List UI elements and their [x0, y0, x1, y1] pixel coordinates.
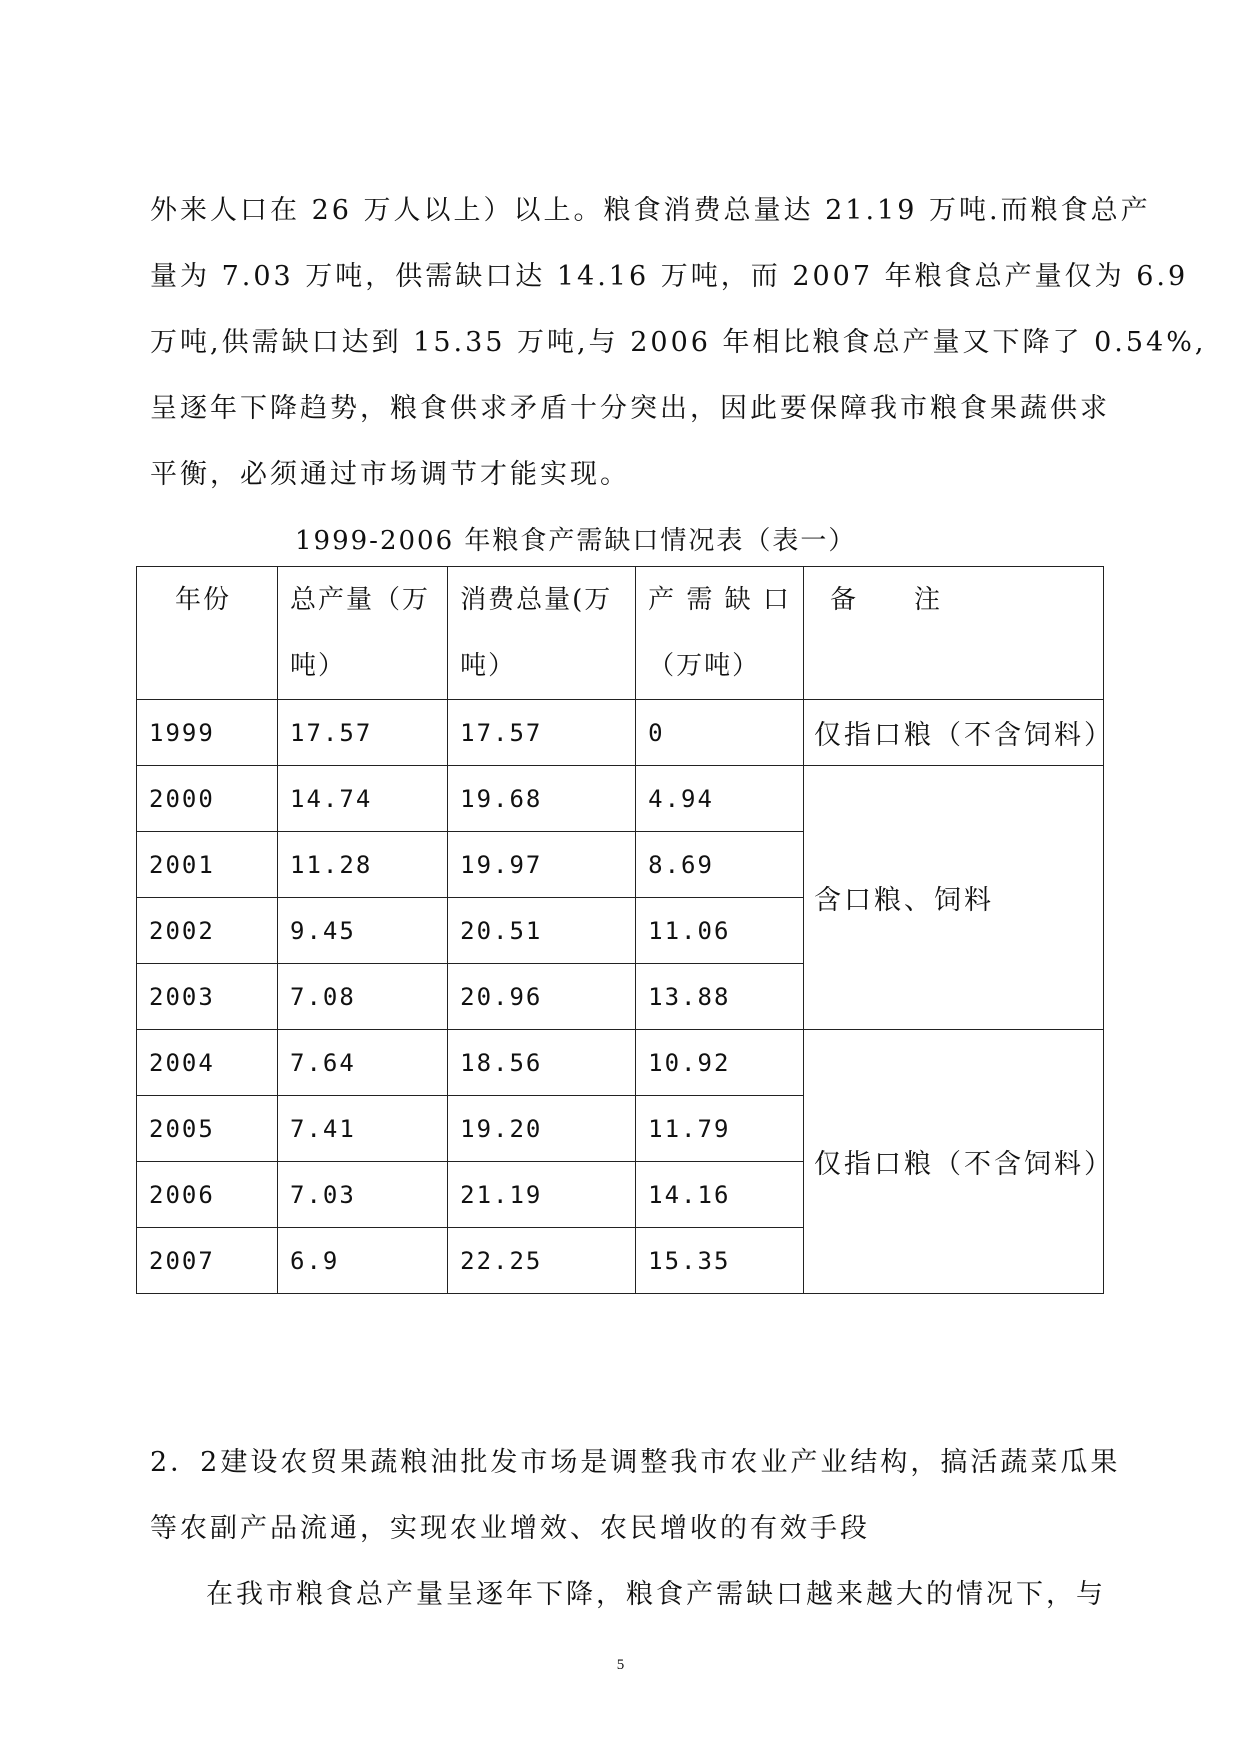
- header-consumption: 消费总量(万 吨）: [448, 567, 636, 700]
- header-gap: 产 需 缺 口 （万吨）: [636, 567, 804, 700]
- table-row: [137, 1030, 1104, 1096]
- cell-note: 仅指口粮（不含饲料）: [804, 700, 1104, 766]
- text-line: 平衡，必须通过市场调节才能实现。: [150, 459, 630, 490]
- cell-production: 9.45: [278, 898, 448, 964]
- cell-gap: 11.79: [636, 1096, 804, 1162]
- header-year: 年份: [137, 567, 278, 700]
- text-line: 外来人口在 26 万人以上）以上。粮食消费总量达 21.19 万吨.而粮食总产: [150, 195, 1151, 226]
- cell-gap: 10.92: [636, 1030, 804, 1096]
- header-production: 总产量（万 吨）: [278, 567, 448, 700]
- text-line: 2．2建设农贸果蔬粮油批发市场是调整我市农业产业结构，搞活蔬菜瓜果: [150, 1447, 1121, 1478]
- cell-year: 1999: [137, 700, 278, 766]
- cell-consumption: 19.20: [448, 1096, 636, 1162]
- cell-consumption: 19.97: [448, 832, 636, 898]
- table-row: [137, 766, 1104, 832]
- cell-year: 2002: [137, 898, 278, 964]
- paragraph-grain-supply: [150, 178, 1207, 508]
- cell-year: 2007: [137, 1228, 278, 1294]
- cell-production: 6.9: [278, 1228, 448, 1294]
- text-line: 量为 7.03 万吨，供需缺口达 14.16 万吨，而 2007 年粮食总产量仅为 6.9: [150, 261, 1189, 292]
- cell-gap: 0: [636, 700, 804, 766]
- table-caption: 1999-2006 年粮食产需缺口情况表（表一）: [295, 526, 857, 556]
- cell-production: 17.57: [278, 700, 448, 766]
- cell-consumption: 17.57: [448, 700, 636, 766]
- cell-consumption: 21.19: [448, 1162, 636, 1228]
- cell-gap: 15.35: [636, 1228, 804, 1294]
- cell-consumption: 20.51: [448, 898, 636, 964]
- grain-gap-table: [136, 566, 1115, 1294]
- cell-year: 2005: [137, 1096, 278, 1162]
- table-header-row: [137, 567, 1104, 700]
- cell-consumption: 20.96: [448, 964, 636, 1030]
- text-line: 等农副产品流通，实现农业增效、农民增收的有效手段: [150, 1513, 870, 1544]
- cell-year: 2006: [137, 1162, 278, 1228]
- section-heading-2-2: [150, 1430, 1121, 1562]
- cell-consumption: 19.68: [448, 766, 636, 832]
- cell-gap: 4.94: [636, 766, 804, 832]
- text-line: 在我市粮食总产量呈逐年下降，粮食产需缺口越来越大的情况下，与: [206, 1579, 1106, 1610]
- cell-year: 2001: [137, 832, 278, 898]
- cell-gap: 13.88: [636, 964, 804, 1030]
- cell-gap: 8.69: [636, 832, 804, 898]
- page-number: 5: [616, 1657, 625, 1673]
- cell-note: 仅指口粮（不含饲料）: [804, 1030, 1104, 1294]
- cell-year: 2004: [137, 1030, 278, 1096]
- cell-year: 2000: [137, 766, 278, 832]
- cell-production: 14.74: [278, 766, 448, 832]
- table-row: [137, 700, 1104, 766]
- cell-consumption: 18.56: [448, 1030, 636, 1096]
- text-line: 呈逐年下降趋势，粮食供求矛盾十分突出，因此要保障我市粮食果蔬供求: [150, 393, 1110, 424]
- text-line: 万吨,供需缺口达到 15.35 万吨,与 2006 年相比粮食总产量又下降了 0.54%,: [150, 327, 1207, 358]
- paragraph-body: [150, 1562, 1106, 1628]
- cell-gap: 11.06: [636, 898, 804, 964]
- cell-production: 7.41: [278, 1096, 448, 1162]
- cell-production: 7.08: [278, 964, 448, 1030]
- cell-consumption: 22.25: [448, 1228, 636, 1294]
- cell-note: 含口粮、饲料: [804, 766, 1104, 1030]
- cell-gap: 14.16: [636, 1162, 804, 1228]
- cell-year: 2003: [137, 964, 278, 1030]
- cell-production: 11.28: [278, 832, 448, 898]
- cell-production: 7.03: [278, 1162, 448, 1228]
- header-notes: 备 注: [804, 567, 1104, 700]
- cell-production: 7.64: [278, 1030, 448, 1096]
